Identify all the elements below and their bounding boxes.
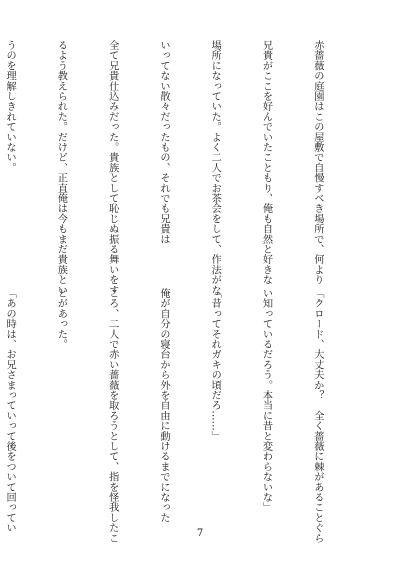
text-line: 赤薔薇の庭園はこの屋敷で自慢すべき場所で、何より [311, 40, 323, 285]
text-line: 場所になっていた。よく二人でお茶会をして、作法がな [209, 40, 221, 295]
text-line: 「あの時は、お兄さまっていって後をついて回ってい [4, 288, 16, 533]
text-line: ころ、二人で赤い薔薇を取ろうとして、指を怪我したこ [106, 288, 118, 543]
text-line: 俺が自分の寝台から外を自由に動けるまでになった [157, 288, 169, 523]
text-line: 「クロード、大丈夫か？ 全く薔薇に棘があることぐら [311, 288, 323, 543]
text-line: いってない散々だったもの、それでも兄貴は [157, 40, 169, 244]
text-line: るよう教えられた。だけど、正直俺は今もまだ貴族とい [55, 40, 67, 295]
text-line: とがあった。 [55, 288, 67, 350]
text-line: うのを理解しきれていない。 [4, 40, 16, 173]
text-line: 全て兄貴仕込みだった。貴族として恥じぬ振る舞いをす [106, 40, 118, 295]
lower-text-block [4, 288, 360, 543]
page-number: 7 [196, 528, 204, 539]
upper-text-block [4, 40, 360, 295]
text-line: 兄貴がここを好んでいたこともり、俺も自然と好きな [260, 40, 272, 285]
text-line: 「昔ってそれガキの頃だろ……」 [209, 288, 221, 441]
text-line: い知っているだろう。本当に昔と変わらないな」 [260, 288, 272, 513]
